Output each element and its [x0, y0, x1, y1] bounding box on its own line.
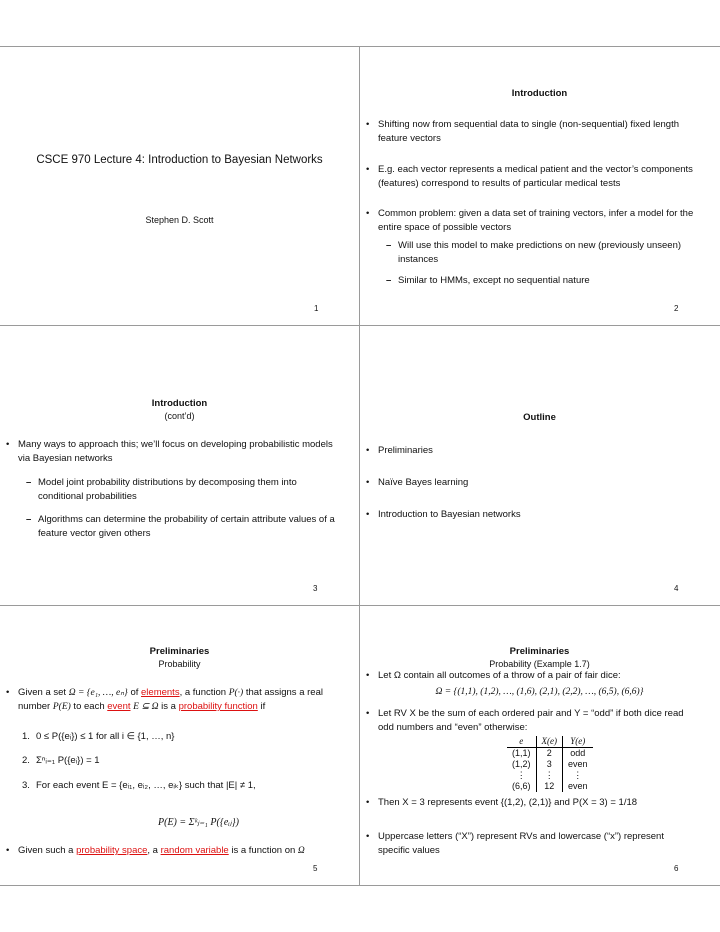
table-row — [507, 759, 593, 770]
table-header: X(e) — [536, 736, 563, 748]
term-probability-space: probability space — [76, 845, 148, 856]
table-cell: ⋮ — [536, 770, 563, 781]
slide-5 — [0, 606, 359, 885]
table-cell: 2 — [536, 748, 563, 760]
function-symbol: P(·) — [228, 688, 244, 698]
page-number: 3 — [313, 584, 318, 593]
slide-6-subtitle: Probability (Example 1.7) — [489, 659, 590, 669]
set-definition: Ω = {e₁, …, eₙ} — [68, 688, 128, 698]
slide-4-title: Outline — [523, 412, 556, 423]
term-probability-function: probability function — [178, 701, 258, 712]
condition-3: For each event E = {eᵢ₁, eᵢ₂, …, eᵢₖ} such that |E| ≠ 1, — [36, 780, 256, 791]
page-number: 5 — [313, 864, 318, 873]
divider-bottom — [0, 885, 720, 886]
slide-5-title: Preliminaries — [149, 646, 210, 657]
table-row — [507, 770, 593, 781]
page-number: 4 — [674, 584, 679, 593]
slide-5-subtitle: Probability — [158, 659, 201, 669]
condition-2: Σⁿᵢ₌₁ P({eᵢ}) = 1 — [36, 755, 100, 766]
condition-1: 0 ≤ P({eᵢ}) ≤ 1 for all i ∈ {1, …, n} — [36, 731, 175, 742]
slide-5-bullet: • Given such a probability space, a random variable is a function on Ω — [0, 844, 359, 858]
slide-3 — [0, 326, 359, 605]
slide-6-bullet: • Uppercase letters (“X”) represent RVs and lowercase (“x”) represent specific values — [360, 830, 719, 858]
table-row — [507, 748, 593, 760]
table-cell: ⋮ — [516, 770, 526, 780]
slide-2-title: Introduction — [511, 88, 568, 99]
table-row — [507, 781, 593, 792]
slide-3-subtitle: (cont’d) — [164, 411, 195, 421]
condition-number: 2. — [22, 755, 30, 766]
slide-2-bullet: • Common problem: given a data set of training vectors, infer a model for the entire space of possible vectors — [360, 207, 719, 235]
slide-6-bullet: • Let RV X be the sum of each ordered pair and Y = “odd” if both dice read odd numbers and “even” otherwise: — [360, 707, 719, 735]
table-cell: even — [563, 759, 593, 770]
slide-1-author: Stephen D. Scott — [145, 215, 214, 225]
page-number: 2 — [674, 304, 679, 313]
slide-2 — [360, 46, 719, 325]
table-cell: 3 — [536, 759, 563, 770]
slide-4-bullet: • Preliminaries — [360, 444, 719, 458]
table-header-row — [507, 736, 593, 748]
page-number: 1 — [314, 304, 319, 313]
term-event: event — [107, 701, 131, 712]
table-cell: odd — [563, 748, 593, 760]
page-number: 6 — [674, 864, 679, 873]
slide-4-bullet: • Introduction to Bayesian networks — [360, 508, 719, 522]
slide-6-bullet: • Let Ω contain all outcomes of a throw of a pair of fair dice: — [360, 669, 719, 683]
slide-3-subbullet: – Model joint probability distributions by decomposing them into conditional probabilities — [0, 476, 359, 504]
slide-6-title: Preliminaries — [509, 646, 570, 657]
slide-2-subbullet: – Similar to HMMs, except no sequential nature — [360, 274, 719, 288]
slide-3-subbullet: – Algorithms can determine the probability of certain attribute values of a feature vector given others — [0, 513, 359, 541]
slide-3-bullet: • Many ways to approach this; we’ll focus on developing probabilistic models via Bayesian networks — [0, 438, 359, 466]
term-random-variable: random variable — [160, 845, 229, 856]
slide-1-title: CSCE 970 Lecture 4: Introduction to Bayesian Networks — [36, 154, 323, 166]
table-cell: 12 — [536, 781, 563, 792]
table-header: Y(e) — [563, 736, 593, 748]
event-probability-formula: P(E) = Σᵏⱼ₌₁ P({eᵢⱼ}) — [158, 817, 239, 828]
table-header: e — [507, 736, 536, 748]
slide-6-bullet: • Then X = 3 represents event {(1,2), (2,1)} and P(X = 3) = 1/18 — [360, 796, 719, 810]
slide-1 — [0, 46, 359, 325]
random-variable-table — [507, 736, 593, 792]
slide-6 — [360, 606, 719, 885]
slide-4 — [360, 326, 719, 605]
table-cell: (6,6) — [512, 781, 531, 791]
table-cell: ⋮ — [563, 770, 593, 781]
slide-3-title: Introduction — [151, 398, 208, 409]
slide-2-subbullet: – Will use this model to make predictions on new (previously unseen) instances — [360, 239, 719, 267]
term-elements: elements — [141, 687, 180, 698]
slide-2-bullet: • Shifting now from sequential data to single (non-sequential) fixed length feature vectors — [360, 118, 719, 146]
slide-4-bullet: • Naïve Bayes learning — [360, 476, 719, 490]
table-cell: (1,2) — [512, 759, 531, 769]
table-cell: (1,1) — [512, 748, 531, 758]
condition-number: 1. — [22, 731, 30, 742]
condition-number: 3. — [22, 780, 30, 791]
table-cell: even — [563, 781, 593, 792]
slide-5-definition: • Given a set Ω = {e₁, …, eₙ} of elements, a function P(·) that assigns a real number P(E) to each event E ⊆ Ω is a probability function if — [0, 686, 359, 714]
slide-2-bullet: • E.g. each vector represents a medical patient and the vector’s components (features) correspond to results of particular medical tests — [360, 163, 719, 191]
sample-space-omega: Ω = {(1,1), (1,2), …, (1,6), (2,1), (2,2), …, (6,5), (6,6)} — [435, 687, 644, 697]
